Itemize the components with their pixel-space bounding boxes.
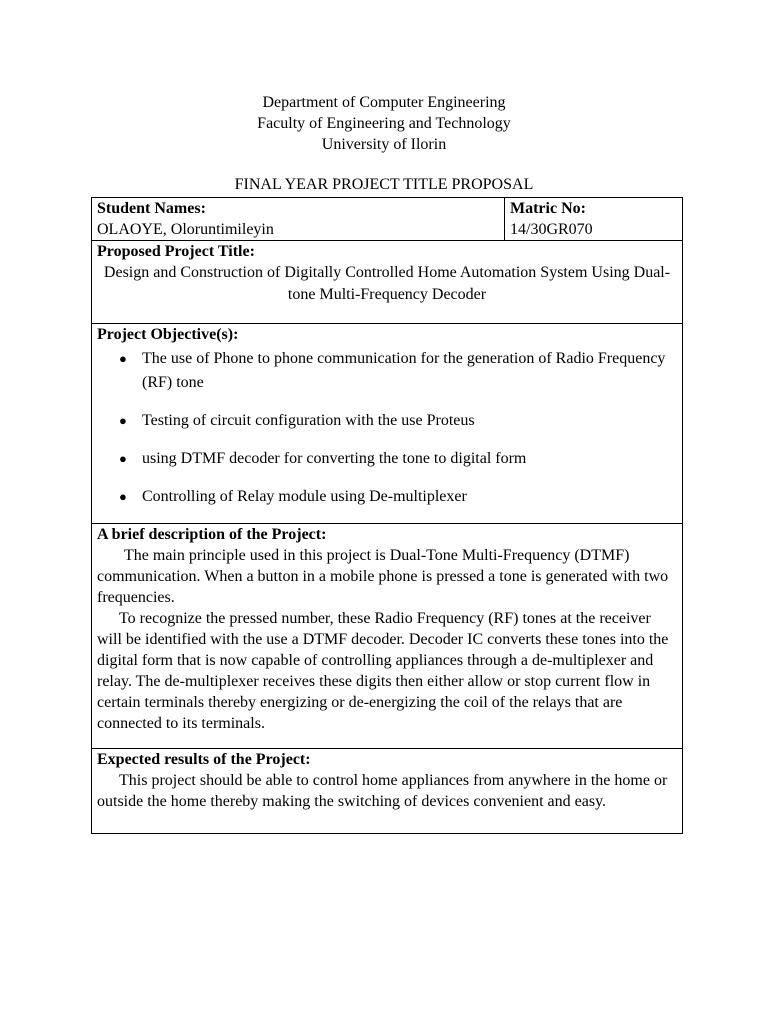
bullet-icon: ● (119, 351, 127, 366)
matric-cell (505, 198, 683, 241)
student-row (92, 198, 683, 241)
results-paragraph: This project should be able to control home appliances from anywhere in the home or outside the home thereby making the switching of devices convenient and easy. (97, 772, 668, 810)
list-item (119, 409, 677, 433)
objective-text: Testing of circuit configuration with the use Proteus (142, 412, 475, 429)
bullet-icon: ● (119, 413, 127, 428)
bullet-icon: ● (119, 451, 127, 466)
description-paragraph: To recognize the pressed number, these Radio Frequency (RF) tones at the receiver will be identified with the use a DTMF decoder. Decoder IC converts these tones into the digital form that is now capable of controlling appliances through a de-multiplexer and relay. The de-multiplexer receives these digits then either allow or stop current flow in certain terminals thereby energizing or de-energizing the coil of the relays that are connected to its terminals. (97, 610, 669, 732)
document-title: FINAL YEAR PROJECT TITLE PROPOSAL (234, 176, 534, 193)
matric-value: 14/30GR070 (510, 221, 593, 238)
department-line: Department of Computer Engineering (262, 94, 506, 111)
matric-label: Matric No: (510, 200, 586, 217)
objective-text: The use of Phone to phone communication for the generation of Radio Frequency (RF) tone (142, 350, 666, 391)
description-paragraph: The main principle used in this project is Dual-Tone Multi-Frequency (DTMF) communication. When a button in a mobile phone is pressed a tone is generated with two frequencies. (97, 547, 669, 606)
description-label: A brief description of the Project: (97, 526, 327, 543)
proposal-table (91, 197, 683, 834)
results-label: Expected results of the Project: (97, 751, 311, 768)
description-row (92, 524, 683, 749)
objectives-list (97, 347, 677, 509)
objectives-row (92, 324, 683, 524)
description-cell (92, 524, 683, 749)
project-title-text: Design and Construction of Digitally Controlled Home Automation System Using Dual-tone Multi-Frequency Decoder (103, 264, 671, 303)
faculty-line: Faculty of Engineering and Technology (257, 115, 511, 132)
project-title-label: Proposed Project Title: (97, 243, 255, 260)
university-line: University of Ilorin (321, 136, 447, 153)
objectives-label: Project Objective(s): (97, 326, 239, 343)
student-names-value: OLAOYE, Oloruntimileyin (97, 221, 274, 238)
document-header (0, 92, 768, 155)
list-item (119, 447, 677, 471)
student-names-cell (92, 198, 505, 241)
results-cell (92, 749, 683, 834)
results-row (92, 749, 683, 834)
student-names-label: Student Names: (97, 200, 206, 217)
bullet-icon: ● (119, 489, 127, 504)
project-title-row (92, 241, 683, 324)
list-item (119, 347, 677, 395)
list-item (119, 485, 677, 509)
objective-text: using DTMF decoder for converting the tone to digital form (142, 450, 527, 467)
project-title-cell (92, 241, 683, 324)
objectives-cell (92, 324, 683, 524)
objective-text: Controlling of Relay module using De-multiplexer (142, 488, 467, 505)
